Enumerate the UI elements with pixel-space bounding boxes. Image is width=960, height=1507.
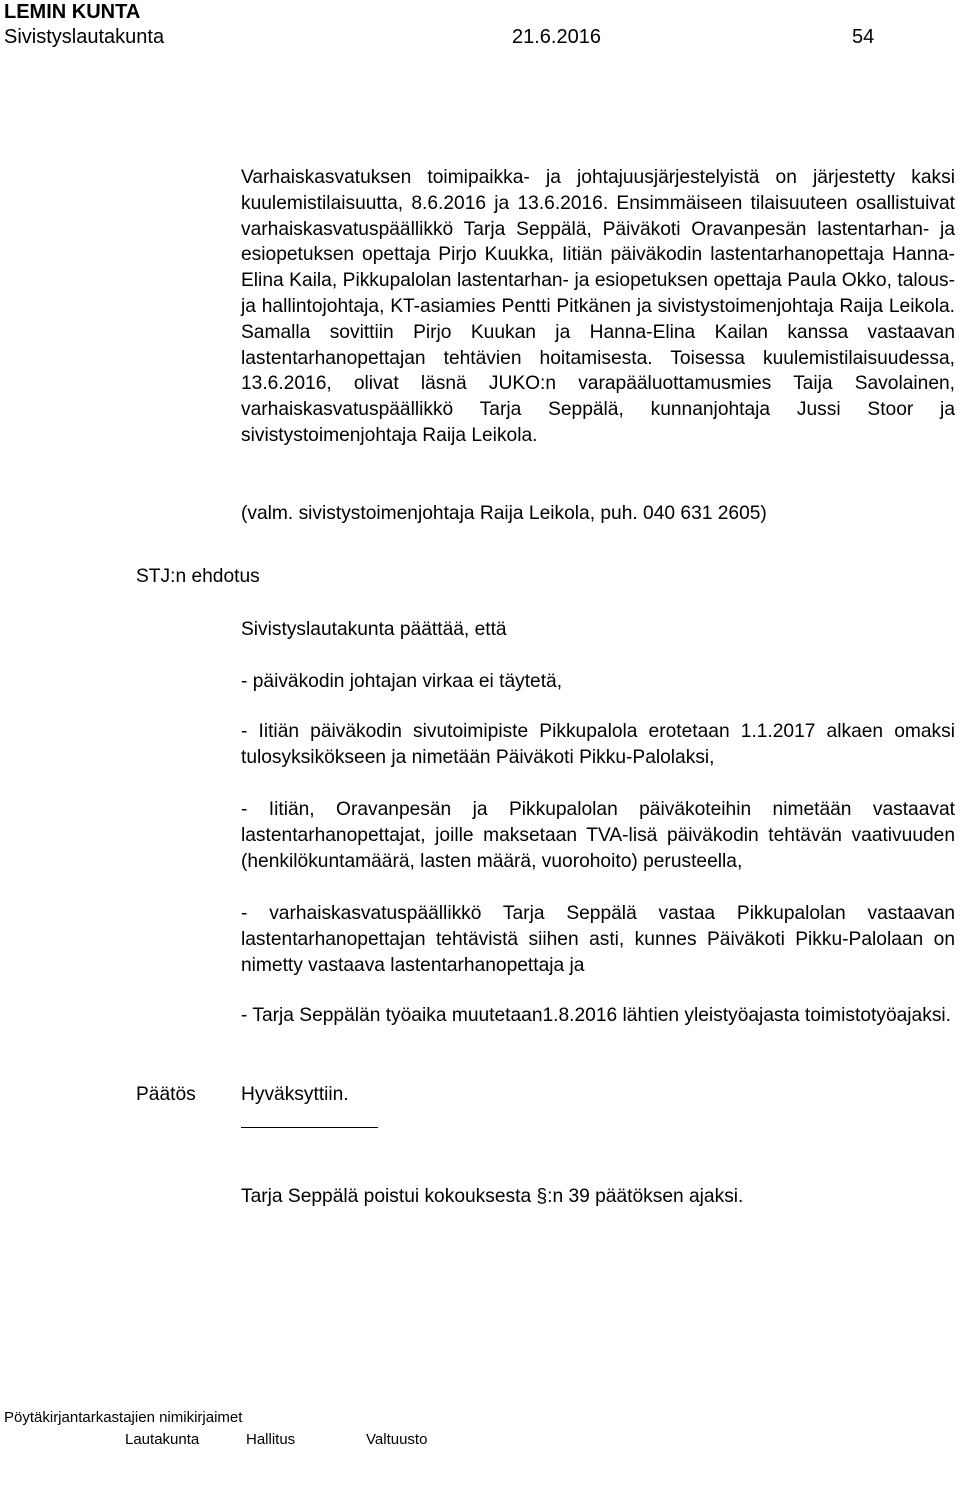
proposal-item: - päiväkodin johtajan virkaa ei täytetä, — [241, 671, 563, 692]
proposal-item: - Iitiän päiväkodin sivutoimipiste Pikkupalola erotetaan 1.1.2017 alkaen omaksi tulosyksikökseen ja nimetään Päiväkoti Pikku-Palolaksi, — [241, 721, 955, 768]
stj-proposal-label: STJ:n ehdotus — [136, 566, 260, 587]
page-number: 54 — [852, 26, 875, 48]
decision-label: Päätös — [136, 1084, 196, 1105]
signatures-label: Pöytäkirjantarkastajien nimikirjaimet — [4, 1409, 243, 1426]
proposal-item: - Iitiän, Oravanpesän ja Pikkupalolan päiväkoteihin nimetään vastaavat lastentarhanopettajat, joille maksetaan TVA-lisä päiväkodin tehtävän vaativuuden (henkilökuntamäärä, lasten määrä, vuorohoito) perusteella, — [241, 799, 955, 872]
proposal-item: - varhaiskasvatuspäällikkö Tarja Seppälä vastaa Pikkupalolan vastaavan lastentarhanopettajan tehtävistä siihen asti, kunnes Päiväkoti Pikku-Palolaan on nimetty vastaava lastentarhanopettaja ja — [241, 903, 955, 976]
proposal-intro: Sivistyslautakunta päättää, että — [241, 619, 507, 640]
decision-text: Hyväksyttiin. — [241, 1084, 349, 1105]
separator-rule — [241, 1127, 378, 1128]
body-name: Sivistyslautakunta — [4, 26, 165, 48]
organization-name: LEMIN KUNTA — [4, 1, 141, 23]
preparer-line: (valm. sivistystoimenjohtaja Raija Leikola, puh. 040 631 2605) — [241, 503, 767, 524]
intro-text: Varhaiskasvatuksen toimipaikka- ja johtajuusjärjestelyistä on järjestetty kaksi kuulemistilaisuutta, 8.6.2016 ja 13.6.2016. Ensimmäiseen tilaisuuteen osallistuivat varhaiskasvatuspäällikkö Tarja Seppälä, Päiväkoti Oravanpesän lastentarhan- ja esiopetuksen opettaja Pirjo Kuukka, Iitiän päiväkodin lastentarhanopettaja Hanna-Elina Kaila, Pikkupalolan lastentarhan- ja esiopetuksen opettaja Paula Okko, talous- ja hallintojohtaja, KT-asiamies Pentti Pitkänen ja sivistystoimenjohtaja Raija Leikola. Samalla sovittiin Pirjo Kuukan ja Hanna-Elina Kailan kanssa vastaavan lastentarhanopettajan tehtävien hoitamisesta. Toisessa kuulemistilaisuudessa, 13.6.2016, olivat läsnä JUKO:n varapääluottamusmies Taija Savolainen, varhaiskasvatuspäällikkö Tarja Seppälä, kunnanjohtaja Jussi Stoor ja sivistystoimenjohtaja Raija Leikola. — [241, 167, 955, 446]
proposal-item: - Tarja Seppälän työaika muutetaan1.8.2016 lähtien yleistyöajasta toimistotyöajaksi. — [241, 1005, 952, 1026]
absence-note: Tarja Seppälä poistui kokouksesta §:n 39 päätöksen ajaksi. — [241, 1186, 744, 1207]
footer-column-hallitus: Hallitus — [246, 1431, 296, 1448]
meeting-date: 21.6.2016 — [512, 26, 601, 48]
intro-paragraph — [241, 165, 955, 449]
footer-column-lautakunta: Lautakunta — [125, 1431, 200, 1448]
footer-column-valtuusto: Valtuusto — [366, 1431, 428, 1448]
